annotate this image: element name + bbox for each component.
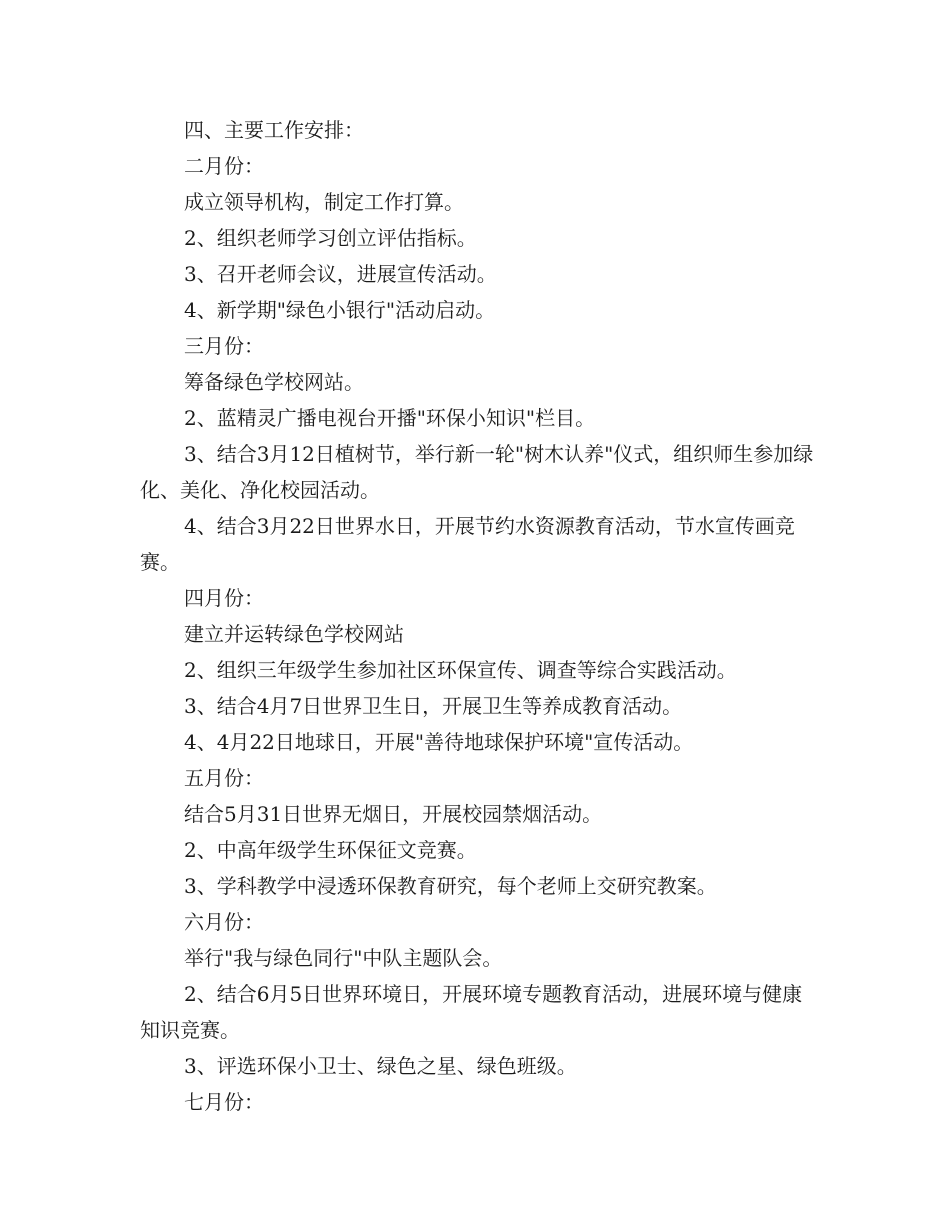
month-heading-april: 四月份： [184,586,264,610]
list-item: 2、结合6月5日世界环境日，开展环境专题教育活动，进展环境与健康知识竞赛。 [140,982,803,1042]
list-item: 成立领导机构，制定工作打算。 [184,190,464,214]
list-item: 3、学科教学中浸透环保教育研究，每个老师上交研究教案。 [184,874,717,898]
list-item: 2、组织老师学习创立评估指标。 [184,226,477,250]
list-item: 4、新学期"绿色小银行"活动启动。 [184,298,496,322]
month-heading-june: 六月份： [184,910,264,934]
month-heading-march: 三月份： [184,334,264,358]
list-item: 3、结合4月7日世界卫生日，开展卫生等养成教育活动。 [184,694,683,718]
list-item: 3、召开老师会议，进展宣传活动。 [184,262,497,286]
list-item: 3、评选环保小卫士、绿色之星、绿色班级。 [184,1054,577,1078]
list-item: 建立并运转绿色学校网站 [184,622,404,646]
list-item: 2、蓝精灵广播电视台开播"环保小知识"栏目。 [184,406,596,430]
list-item: 2、组织三年级学生参加社区环保宣传、调查等综合实践活动。 [184,658,737,682]
list-item: 3、结合3月12日植树节，举行新一轮"树木认养"仪式，组织师生参加绿化、美化、净化校园活动。 [140,442,814,502]
list-item: 结合5月31日世界无烟日，开展校园禁烟活动。 [184,802,603,826]
month-heading-july: 七月份： [184,1090,264,1114]
list-item: 4、4月22日地球日，开展"善待地球保护环境"宣传活动。 [184,730,694,754]
document-body [140,112,820,1120]
month-heading-may: 五月份： [184,766,264,790]
list-item: 举行"我与绿色同行"中队主题队会。 [184,946,503,970]
list-item: 2、中高年级学生环保征文竞赛。 [184,838,477,862]
section-heading: 四、主要工作安排： [184,118,364,142]
list-item: 筹备绿色学校网站。 [184,370,364,394]
list-item: 4、结合3月22日世界水日，开展节约水资源教育活动，节水宣传画竞赛。 [140,514,795,574]
month-heading-february: 二月份： [184,154,264,178]
